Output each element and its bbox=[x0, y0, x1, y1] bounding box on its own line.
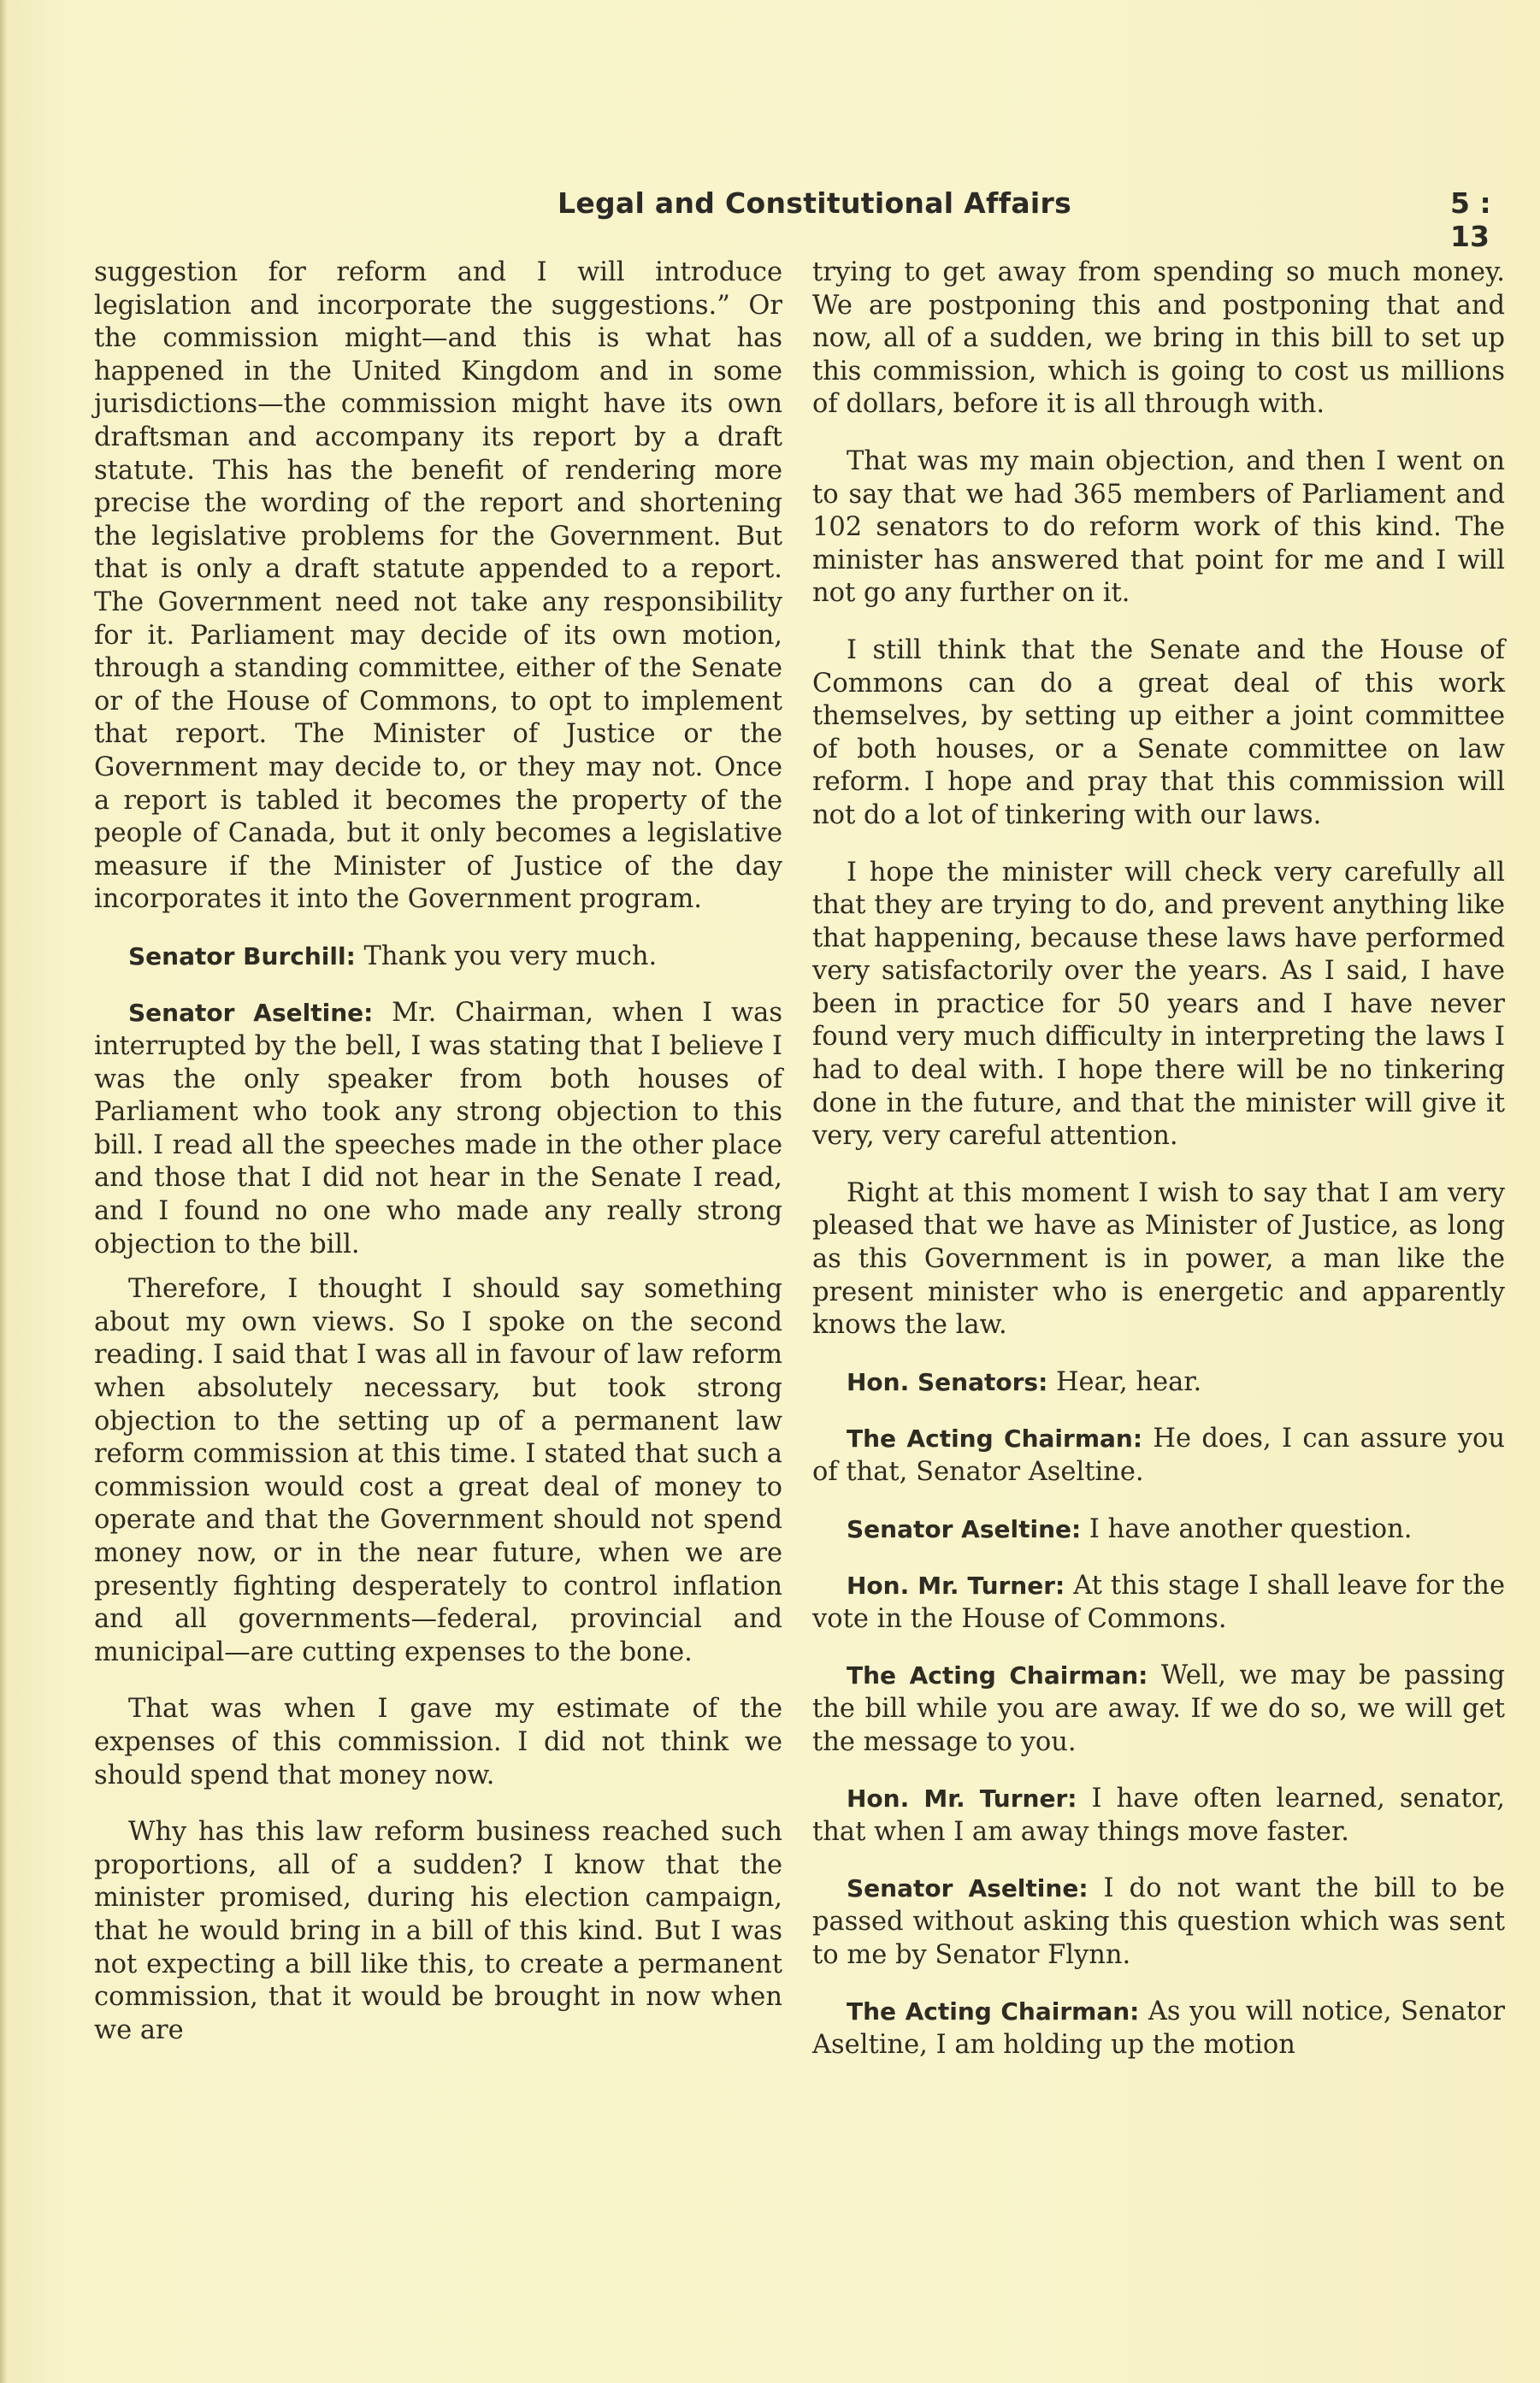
speaker-name: The Acting Chairman: bbox=[847, 1424, 1143, 1454]
paragraph bbox=[94, 997, 782, 1261]
speaker-name: Senator Aseltine: bbox=[128, 999, 374, 1028]
paragraph bbox=[812, 1366, 1505, 1400]
speech-text: Well, we may be passing the bill while you are away. If we do so, we will get the message to you. bbox=[812, 1660, 1506, 1757]
paragraph: Right at this moment I wish to say that I am very pleased that we have as Minister of Justice, as long as this Government is in power, a man like the present minister who is energetic and apparently knows the law. bbox=[812, 1177, 1505, 1341]
speaker-name: Senator Aseltine: bbox=[847, 1874, 1089, 1903]
right-column bbox=[812, 257, 1505, 2085]
paragraph bbox=[94, 941, 782, 974]
paragraph bbox=[812, 1423, 1505, 1489]
paragraph bbox=[812, 1996, 1505, 2062]
speech-text: As you will notice, Senator Aseltine, I am holding up the motion bbox=[812, 1997, 1505, 2060]
left-column bbox=[94, 257, 782, 2071]
paragraph bbox=[812, 1783, 1505, 1849]
paragraph bbox=[812, 1873, 1505, 1972]
speech-text: I have another question. bbox=[1081, 1513, 1413, 1544]
speaker-name: The Acting Chairman: bbox=[847, 1997, 1140, 2026]
speech-text: I do not want the bill to be passed without asking this question which was sent to me by Senator Flynn. bbox=[812, 1873, 1505, 1970]
speaker-name: Hon. Senators: bbox=[847, 1367, 1048, 1396]
speech-text: Thank you very much. bbox=[355, 941, 658, 971]
speaker-name: The Acting Chairman: bbox=[847, 1661, 1148, 1690]
speech-text: Mr. Chairman, when I was interrupted by the bell, I was stating that I believe I was the only speaker from both houses of Parliament who took any strong objection to this bill. I read all the speeches made in the other place and those that I did not hear in the Senate I read, and I found no one who made any really strong objection to the bill. bbox=[94, 998, 782, 1259]
paragraph bbox=[812, 1513, 1505, 1547]
running-head: Legal and Constitutional Affairs bbox=[558, 186, 1072, 220]
paragraph: Therefore, I thought I should say something about my own views. So I spoke on the second reading. I said that I was all in favour of law reform when absolutely necessary, but took strong objection to the setting up of a permanent law reform commission at this time. I stated that such a commission would cost a great deal of money to operate and that the Government should not spend money now, or in the near future, when we are presently fighting desperately to control inflation and all governments—federal, provincial and municipal—are cutting expenses to the bone. bbox=[94, 1274, 782, 1667]
speech-text: Hear, hear. bbox=[1047, 1366, 1202, 1397]
paragraph bbox=[812, 1570, 1505, 1636]
paragraph bbox=[812, 1660, 1505, 1759]
paragraph: That was when I gave my estimate of the expenses of this commission. I did not think we should spend that money now. bbox=[94, 1694, 782, 1790]
speech-text: He does, I can assure you of that, Senator Aseltine. bbox=[812, 1424, 1505, 1487]
page-edge-shadow bbox=[0, 0, 7, 2383]
speaker-name: Senator Burchill: bbox=[128, 941, 356, 970]
page-number: 5 : 13 bbox=[1450, 186, 1491, 253]
paragraph: Why has this law reform business reached such proportions, all of a sudden? I know that the minister promised, during his election campaign, that he would bring in a bill of this kind. But I was not expecting a bill like this, to create a permanent commission, that it would be brought in now when we are bbox=[94, 1817, 782, 2045]
speech-text: I have often learned, senator, that when I am away things move faster. bbox=[812, 1784, 1505, 1847]
paragraph: suggestion for reform and I will introduce legislation and incorporate the suggestions.” Or the commission might—and this is what has happened in the United Kingdom and in some jurisdictions—the commission might have its own draftsman and accompany its report by a draft statute. This has the benefit of rendering more precise the wording of the report and shortening the legislative problems for the Government. But that is only a draft statute appended to a report. The Government need not take any responsibility for it. Parliament may decide of its own motion, through a standing committee, either of the Senate or of the House of Commons, to opt to implement that report. The Minister of Justice or the Government may decide to, or they may not. Once a report is tabled it becomes the property of the people of Canada, but it only becomes a legislative measure if the Minister of Justice of the day incorporates it into the Government program. bbox=[94, 257, 782, 915]
paragraph: I still think that the Senate and the House of Commons can do a great deal of this work themselves, by setting up either a joint committee of both houses, or a Senate committee on law reform. I hope and pray that this commission will not do a lot of tinkering with our laws. bbox=[812, 634, 1505, 830]
speaker-name: Hon. Mr. Turner: bbox=[847, 1572, 1065, 1601]
paragraph: trying to get away from spending so much money. We are postponing this and postponing that and now, all of a sudden, we bring in this bill to set up this commission, which is going to cost us millions of dollars, before it is all through with. bbox=[812, 257, 1505, 420]
speaker-name: Hon. Mr. Turner: bbox=[847, 1784, 1077, 1814]
paragraph: I hope the minister will check very carefully all that they are trying to do, and prevent anything like that happening, because these laws have performed very satisfactorily over the years. As I said, I have been in practice for 50 years and I have never found very much difficulty in interpreting the laws I had to deal with. I hope there will be no tinkering done in the future, and that the minister will give it very, very careful attention. bbox=[812, 857, 1505, 1152]
paragraph: That was my main objection, and then I went on to say that we had 365 members of Parliament and 102 senators to do reform work of this kind. The minister has answered that point for me and I will not go any further on it. bbox=[812, 445, 1505, 609]
speech-text: At this stage I shall leave for the vote in the House of Commons. bbox=[812, 1571, 1505, 1634]
speaker-name: Senator Aseltine: bbox=[847, 1514, 1082, 1543]
